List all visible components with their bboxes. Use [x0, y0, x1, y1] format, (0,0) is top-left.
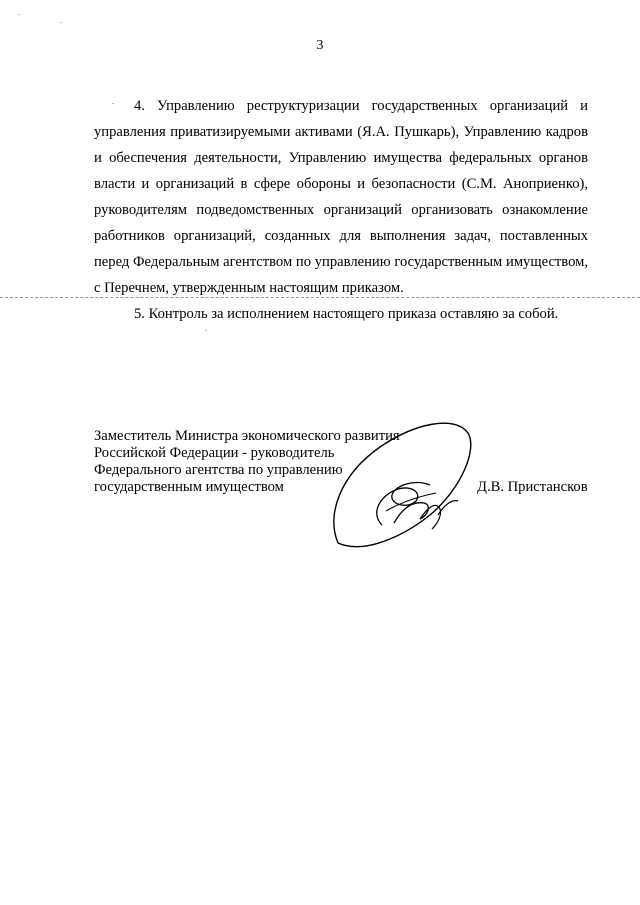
scan-artifact-line — [0, 297, 640, 298]
scan-artifact-dot — [18, 14, 20, 15]
position-line: Заместитель Министра экономического развития — [94, 428, 400, 444]
scan-artifact-dot — [60, 22, 62, 23]
signatory-name: Д.В. Пристансков — [477, 479, 588, 495]
scan-artifact-dot — [205, 330, 207, 331]
position-line: Российской Федерации - руководитель — [94, 445, 335, 461]
paragraph-4: 4. Управлению реструктуризации государственных организаций и управления приватизируемыми активами (Я.А. Пушкарь), Управлению кадров и обеспечения деятельности, Управлению имущества федеральных органов власти и организаций в сфере обороны и безопасности (С.М. Аноприенко), руководителям подведомственных организаций организовать ознакомление работников организаций, созданных для выполнения задач, поставленных перед Федеральным агентством по управлению государственным имуществом, с Перечнем, утвержденным настоящим приказом. — [94, 98, 588, 296]
scan-artifact-dot — [112, 103, 114, 104]
handwritten-signature — [320, 405, 480, 565]
paragraph-5: 5. Контроль за исполнением настоящего приказа оставляю за собой. — [134, 306, 559, 322]
page-number: 3 — [316, 38, 324, 53]
position-line: государственным имуществом — [94, 479, 284, 495]
position-line: Федерального агентства по управлению — [94, 462, 343, 478]
document-body — [94, 93, 588, 327]
